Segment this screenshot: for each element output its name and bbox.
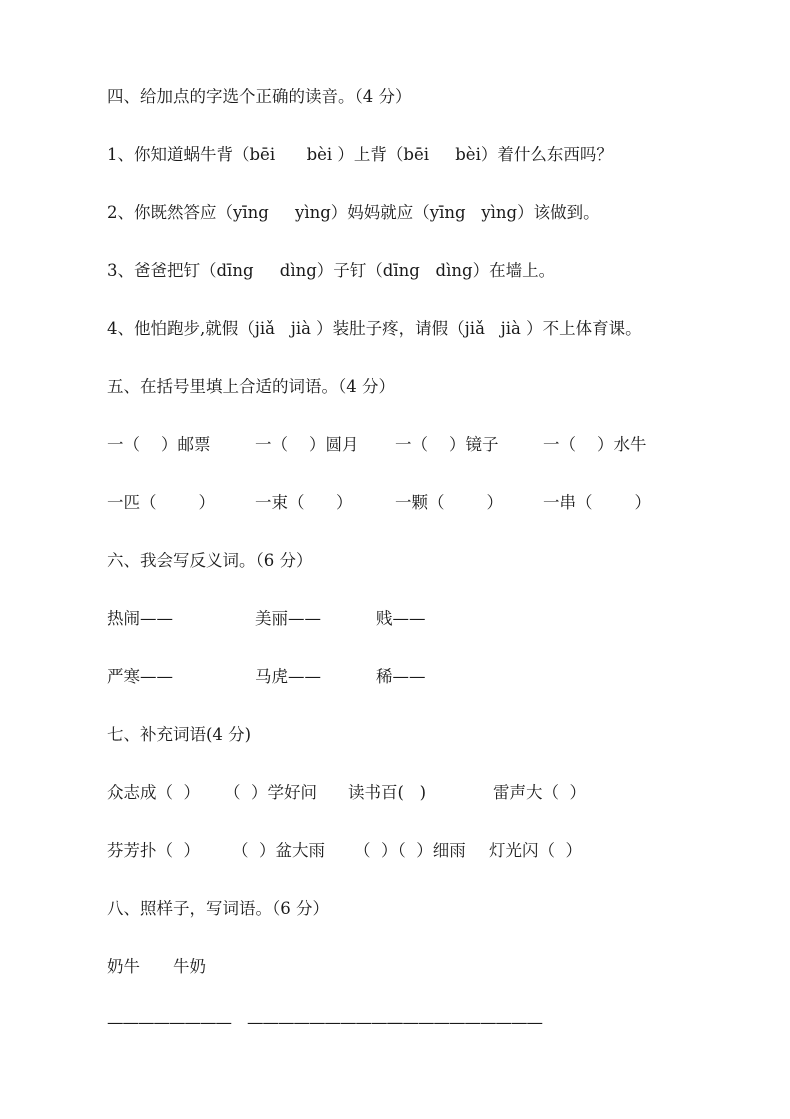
question-4-1: 1、你知道蜗牛背（bēi bèi ）上背（bēi bèi）着什么东西吗？ — [107, 145, 613, 164]
section-7-heading: 七、补充词语(4 分) — [107, 725, 252, 744]
antonym-item: 美丽—— — [255, 609, 321, 628]
answer-blank: —————————— — [247, 1013, 402, 1032]
idiom-item: 雷声大（ ） — [493, 783, 586, 802]
answer-blank: —————————— — [387, 1013, 542, 1032]
answer-blank: ———————— — [107, 1013, 231, 1032]
idiom-item: （ ）（ ）细雨 — [354, 841, 466, 860]
idiom-item: （ ）盆大雨 — [232, 841, 325, 860]
antonym-item: 稀—— — [376, 667, 426, 686]
idiom-item: 众志成（ ） — [107, 783, 200, 802]
antonym-item: 严寒—— — [107, 667, 173, 686]
fill-item: 一（ ）圆月 — [255, 435, 359, 454]
section-8-heading: 八、照样子，写词语。（6 分） — [107, 899, 329, 918]
fill-item: 一（ ）镜子 — [395, 435, 499, 454]
question-4-3: 3、爸爸把钉（dīng dìng）子钉（dīng dìng）在墙上。 — [107, 261, 556, 280]
question-4-4: 4、他怕跑步,就假（jiǎ jià ）装肚子疼，请假（jiǎ jià ）不上体育课。 — [107, 319, 642, 338]
section-6-heading: 六、我会写反义词。（6 分） — [107, 551, 313, 570]
example-word: 牛奶 — [173, 957, 206, 976]
idiom-item: 灯光闪（ ） — [489, 841, 582, 860]
fill-item: 一串（ ） — [543, 493, 651, 512]
section-4-heading: 四、给加点的字选个正确的读音。（4 分） — [107, 87, 412, 106]
fill-item: 一（ ）邮票 — [107, 435, 211, 454]
section-5-heading: 五、在括号里填上合适的词语。（4 分） — [107, 377, 395, 396]
idiom-item: 读书百( ) — [348, 783, 427, 802]
fill-item: 一（ ）水牛 — [543, 435, 647, 454]
antonym-item: 马虎—— — [255, 667, 321, 686]
question-4-2: 2、你既然答应（yīng yìng）妈妈就应（yīng yìng）该做到。 — [107, 203, 600, 222]
fill-item: 一束（ ） — [255, 493, 353, 512]
idiom-item: 芬芳扑（ ） — [107, 841, 200, 860]
example-word: 奶牛 — [107, 957, 140, 976]
fill-item: 一颗（ ） — [395, 493, 503, 512]
idiom-item: （ ）学好问 — [224, 783, 317, 802]
antonym-item: 热闹—— — [107, 609, 173, 628]
fill-item: 一匹（ ） — [107, 493, 215, 512]
antonym-item: 贱—— — [376, 609, 426, 628]
